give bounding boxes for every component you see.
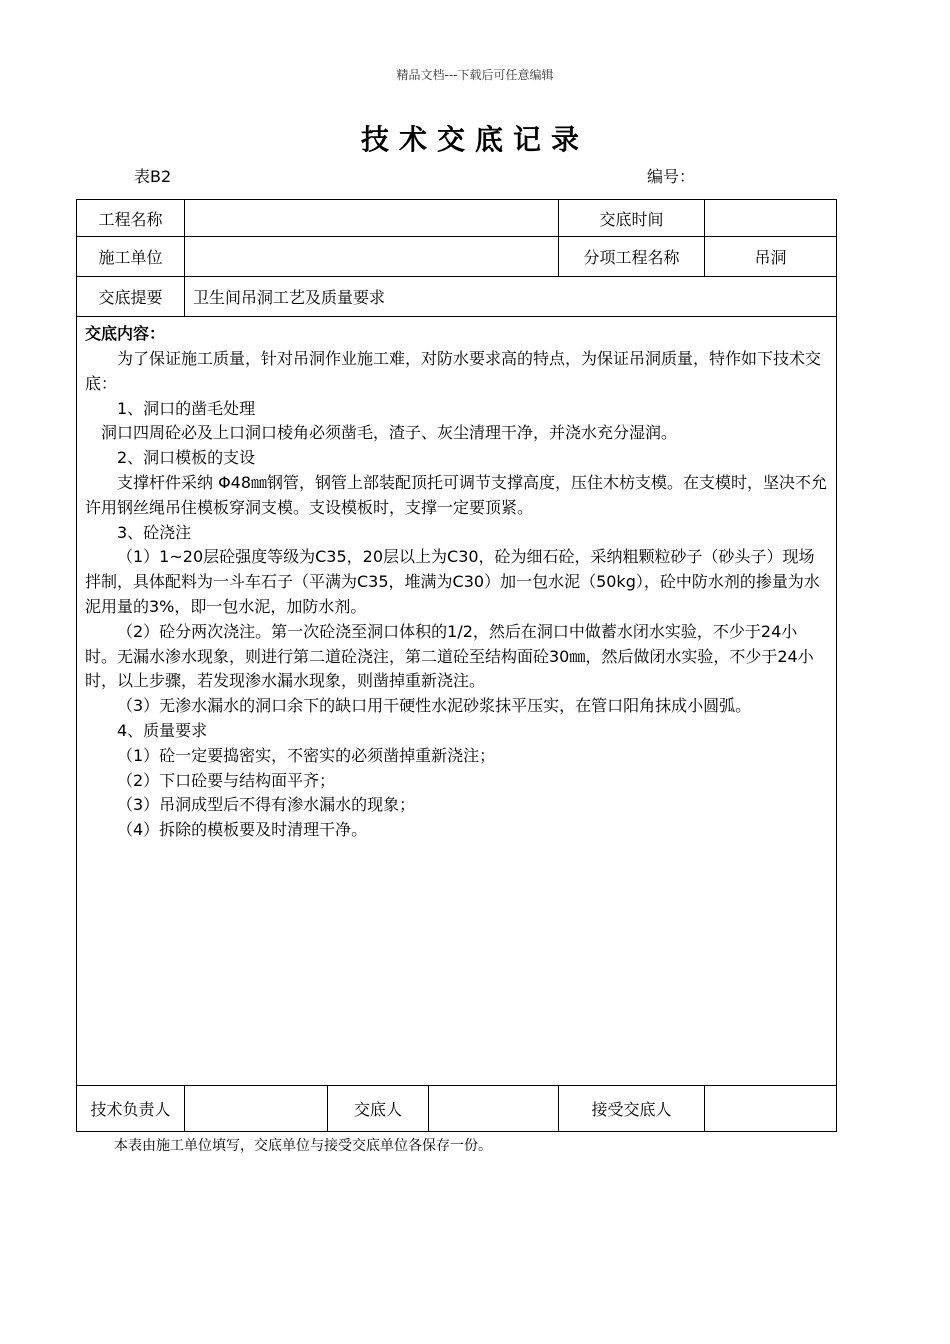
handover-time-value — [705, 200, 837, 237]
project-name-value — [185, 200, 559, 237]
paragraph: （2）砼分两次浇注。第一次砼浇至洞口体积的1/2，然后在洞口中做蓄水闭水实验，不少于24小时。无漏水渗水现象，则进行第二道砼浇注，第二道砼至结构面砼30㎜，然后做闭水实验，不少于24小时，以上步骤，若发现渗水漏水现象，则凿掉重新浇注。 — [85, 621, 814, 691]
construction-unit-value — [185, 237, 559, 277]
tech-lead-value — [185, 1086, 328, 1132]
section-heading: 2、洞口模板的支设 — [117, 448, 256, 468]
tech-lead-label: 技术负责人 — [77, 1086, 185, 1132]
list-item: （4）拆除的模板要及时清理干净。 — [117, 820, 368, 840]
subitem-name-value: 吊洞 — [705, 237, 837, 277]
document-title: 技术交底记录 — [360, 123, 589, 156]
content-body — [85, 347, 828, 843]
list-item: （1）砼一定要捣密实，不密实的必须凿掉重新浇注； — [117, 745, 496, 765]
list-item: （2）下口砼要与结构面平齐； — [117, 770, 336, 790]
receiver-label: 接受交底人 — [559, 1086, 705, 1132]
summary-label: 交底提要 — [77, 277, 185, 317]
form-number: 表B2 — [134, 167, 172, 186]
presenter-label: 交底人 — [328, 1086, 429, 1132]
project-name-label: 工程名称 — [77, 200, 185, 237]
paragraph: 支撑杆件采纳 Φ48㎜钢管，钢管上部装配顶托可调节支撑高度，压住木枋支模。在支模时，坚决不允许用钢丝绳吊住模板穿洞支模。支设模板时，支撑一定要顶紧。 — [85, 472, 828, 517]
intro-paragraph: 为了保证施工质量，针对吊洞作业施工难，对防水要求高的特点，为保证吊洞质量，特作如下技术交底： — [85, 349, 822, 393]
section-heading: 1、洞口的凿毛处理 — [117, 398, 256, 418]
handover-time-label: 交底时间 — [559, 200, 705, 237]
content-cell — [77, 317, 837, 1086]
watermark-text: 精品文档---下载后可任意编辑 — [396, 68, 554, 82]
summary-value: 卫生间吊洞工艺及质量要求 — [185, 277, 837, 317]
receiver-value — [705, 1086, 837, 1132]
section-heading: 4、质量要求 — [117, 720, 208, 740]
record-table — [76, 199, 837, 1132]
presenter-value — [429, 1086, 559, 1132]
paragraph: （3）无渗水漏水的洞口余下的缺口用干硬性水泥砂浆抹平压实，在管口阳角抹成小圆弧。 — [117, 696, 752, 716]
footnote: 本表由施工单位填写，交底单位与接受交底单位各保存一份。 — [114, 1138, 492, 1154]
paragraph: 洞口四周砼必及上口洞口棱角必须凿毛，渣子、灰尘清理干净，并浇水充分湿润。 — [101, 423, 678, 443]
paragraph: （1）1~20层砼强度等级为C35，20层以上为C30，砼为细石砼，采纳粗颗粒砂子（砂头子）现场拌制，具体配料为一斗车石子（平满为C35，堆满为C30）加一包水泥（50kg），砼中防水剂的掺量为水泥用量的3%，即一包水泥，加防水剂。 — [85, 547, 820, 616]
list-item: （3）吊洞成型后不得有渗水漏水的现象； — [117, 795, 416, 815]
serial-number-label: 编号： — [647, 167, 696, 186]
content-heading: 交底内容： — [85, 324, 166, 343]
construction-unit-label: 施工单位 — [77, 237, 185, 277]
section-heading: 3、砼浇注 — [117, 522, 192, 542]
subitem-name-label: 分项工程名称 — [559, 237, 705, 277]
